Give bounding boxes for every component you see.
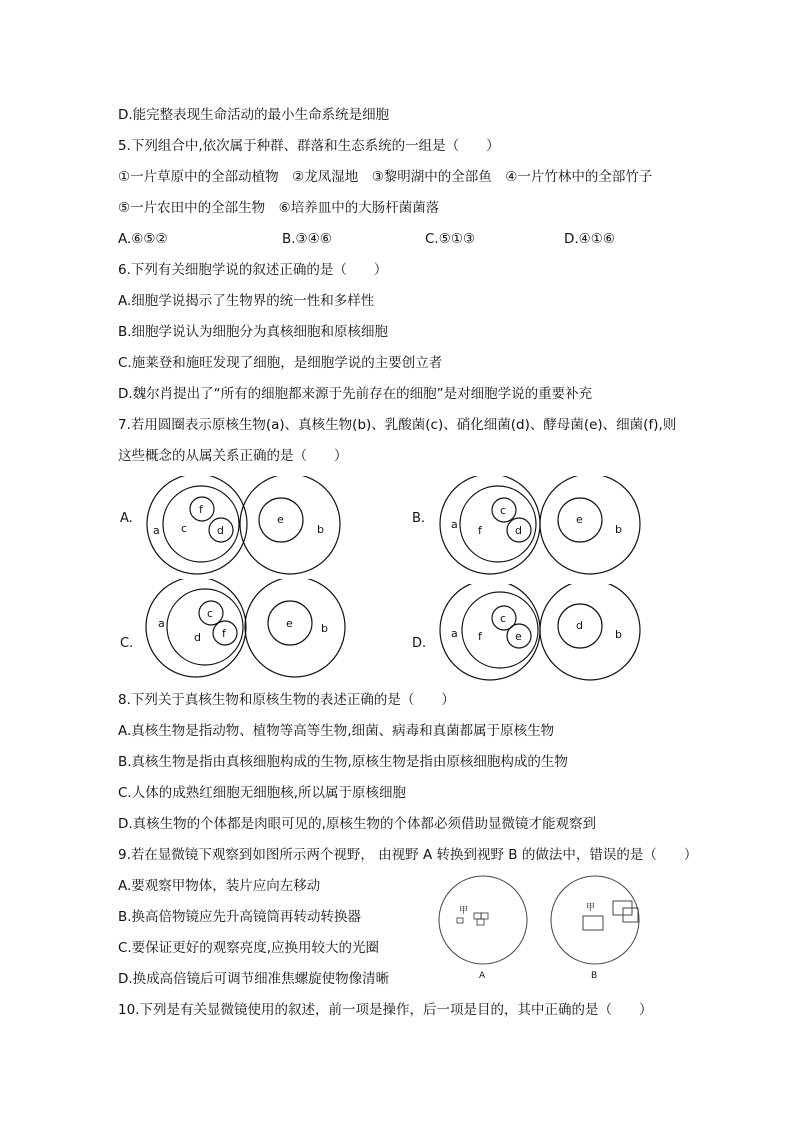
inner-circle-left xyxy=(460,486,536,562)
label-outer-right: b xyxy=(321,622,328,635)
q7-figure-a-label: A. xyxy=(120,511,133,526)
label-inner-right: e xyxy=(277,513,284,526)
q8-stem: 8.下列关于真核生物和原核生物的表述正确的是（ ） xyxy=(118,692,455,708)
label-outer-right: b xyxy=(317,523,324,536)
inner-circle-left xyxy=(462,592,538,668)
q5-option-c: C.⑤①③ xyxy=(425,231,476,247)
q8-option-a: A.真核生物是指动物、植物等高等生物,细菌、病毒和真菌都属于原核生物 xyxy=(118,723,555,739)
q6-option-c: C.施莱登和施旺发现了细胞，是细胞学说的主要创立者 xyxy=(118,355,443,371)
q5-option-d: D.④①⑥ xyxy=(564,231,615,247)
label-inner-left: c xyxy=(181,522,188,535)
label-small-bottom: e xyxy=(515,630,522,643)
q7-stem-line1: 7.若用圆圈表示原核生物(a)、真核生物(b)、乳酸菌(c)、硝化细菌(d)、酵母菌(e)、细菌(f),则 xyxy=(118,417,677,433)
view-a-circle xyxy=(439,876,527,964)
q7-figure-c xyxy=(144,579,364,679)
q9-option-c: C.要保证更好的观察亮度,应换用较大的光圈 xyxy=(118,940,380,956)
q4-option-d: D.能完整表现生命活动的最小生命系统是细胞 xyxy=(118,107,390,123)
q7-figure-a xyxy=(140,476,360,576)
label-small-top: c xyxy=(500,504,507,517)
view-a-label: A xyxy=(479,971,486,981)
view-b-circle xyxy=(551,876,639,964)
q10-stem: 10.下列是有关显微镜使用的叙述，前一项是操作，后一项是目的，其中正确的是（ ） xyxy=(118,1002,653,1018)
label-small-top: f xyxy=(199,503,203,516)
label-inner-left: f xyxy=(478,630,482,643)
label-inner-left: f xyxy=(478,524,482,537)
view-b-label: B xyxy=(591,971,598,981)
q7-figure-b-label: B. xyxy=(412,511,426,526)
label-outer-right: b xyxy=(615,523,622,536)
q5-stem: 5.下列组合中,依次属于种群、群落和生态系统的一组是（ ） xyxy=(118,138,500,154)
view-a-object-2 xyxy=(481,913,488,919)
q7-figure-d xyxy=(438,584,658,684)
q7-figure-c-label: C. xyxy=(120,636,134,651)
outer-circle-right xyxy=(540,476,640,574)
view-a-object-jia xyxy=(457,918,463,923)
label-inner-right: e xyxy=(286,617,293,630)
label-small-bottom: d xyxy=(217,524,224,537)
outer-circle-right xyxy=(240,476,340,574)
outer-circle-right xyxy=(245,579,345,677)
outer-circle-right xyxy=(540,584,640,680)
q8-option-c: C.人体的成熟红细胞无细胞核,所以属于原核细胞 xyxy=(118,785,407,801)
label-inner-right: d xyxy=(576,619,583,632)
view-a-object-3 xyxy=(477,919,484,925)
q5-items-line1: ①一片草原中的全部动植物 ②龙凤湿地 ③黎明湖中的全部鱼 ④一片竹林中的全部竹子 xyxy=(118,169,653,185)
q6-option-d: D.魏尔肖提出了“所有的细胞都来源于先前存在的细胞”是对细胞学说的重要补充 xyxy=(118,386,593,402)
view-a-object-1 xyxy=(474,913,481,919)
label-outer-left: a xyxy=(451,627,458,640)
label-outer-left: a xyxy=(451,518,458,531)
q9-option-d: D.换成高倍镜后可调节细准焦螺旋使物像清晰 xyxy=(118,971,390,987)
q6-option-a: A.细胞学说揭示了生物界的统一性和多样性 xyxy=(118,293,375,309)
label-small-top: c xyxy=(500,612,507,625)
label-small-bottom: f xyxy=(222,627,226,640)
view-b-object-jia xyxy=(583,916,603,930)
q9-option-a: A.要观察甲物体，装片应向左移动 xyxy=(118,878,321,894)
q6-stem: 6.下列有关细胞学说的叙述正确的是（ ） xyxy=(118,262,388,278)
q7-stem-line2: 这些概念的从属关系正确的是（ ） xyxy=(118,448,348,464)
q6-option-b: B.细胞学说认为细胞分为真核细胞和原核细胞 xyxy=(118,324,389,340)
label-outer-left: a xyxy=(158,617,165,630)
q9-stem: 9.若在显微镜下观察到如图所示两个视野， 由视野 A 转换到视野 B 的做法中，错误的是（ ） xyxy=(118,847,698,863)
label-inner-left: d xyxy=(194,631,201,644)
q9-option-b: B.换高倍物镜应先升高镜筒再转动转换器 xyxy=(118,909,362,925)
q5-option-b: B.③④⑥ xyxy=(282,231,332,247)
view-a-object-label: 甲 xyxy=(459,906,469,916)
q7-figure-b xyxy=(438,476,658,576)
q5-option-a: A.⑥⑤② xyxy=(118,231,168,247)
label-small-top: c xyxy=(207,607,214,620)
label-outer-left: a xyxy=(153,524,160,537)
view-b-object-label: 甲 xyxy=(586,903,596,913)
label-inner-right: e xyxy=(576,513,583,526)
inner-circle-left xyxy=(167,589,243,665)
q5-items-line2: ⑤一片农田中的全部生物 ⑥培养皿中的大肠杆菌菌落 xyxy=(118,200,440,216)
q8-option-d: D.真核生物的个体都是肉眼可见的,原核生物的个体都必须借助显微镜才能观察到 xyxy=(118,816,596,832)
q9-microscope-views xyxy=(430,872,650,984)
q8-option-b: B.真核生物是指由真核细胞构成的生物,原核生物是指由原核细胞构成的生物 xyxy=(118,754,568,770)
label-outer-right: b xyxy=(615,628,622,641)
q7-figure-d-label: D. xyxy=(412,636,427,651)
label-small-bottom: d xyxy=(515,524,522,537)
